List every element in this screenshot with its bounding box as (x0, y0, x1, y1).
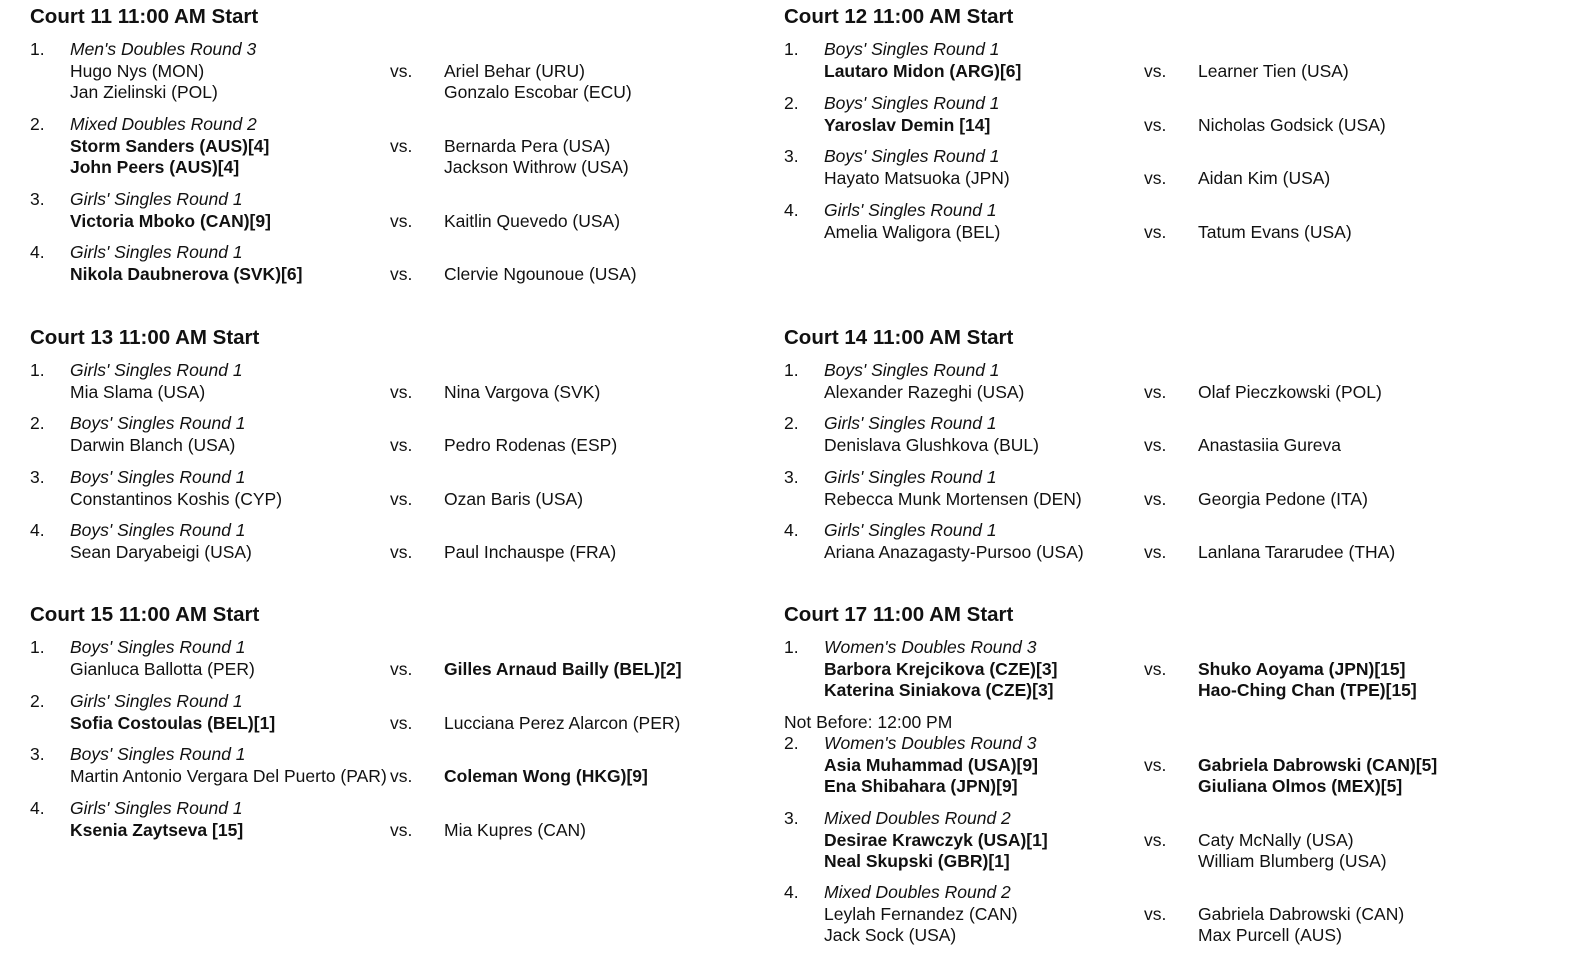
player-name: Ena Shibahara (JPN)[9] (824, 776, 1018, 796)
left-team (824, 659, 1057, 702)
player-name: Bernarda Pera (USA) (444, 135, 611, 156)
match-number: 2. (30, 413, 45, 433)
versus-label: vs. (1144, 541, 1167, 562)
player-name: Darwin Blanch (USA) (70, 434, 236, 455)
left-team (824, 382, 1024, 404)
left-team (70, 542, 252, 564)
player-name: Sofia Costoulas (BEL)[1] (70, 712, 276, 733)
player-name: Ozan Baris (USA) (444, 488, 584, 509)
versus-label: vs. (390, 263, 413, 284)
right-team (1198, 755, 1437, 798)
right-team (1198, 830, 1387, 873)
player-name: Coleman Wong (HKG)[9] (444, 765, 648, 786)
match-number: 4. (30, 242, 45, 262)
match-round: Girls' Singles Round 1 (824, 467, 997, 487)
right-team (1198, 115, 1386, 137)
left-team (70, 382, 205, 404)
right-team (444, 766, 648, 788)
match-number: 3. (784, 808, 799, 828)
player-name: Olaf Pieczkowski (POL) (1198, 381, 1382, 402)
match-round: Boys' Singles Round 1 (70, 744, 246, 764)
versus-label: vs. (390, 488, 413, 509)
right-team (1198, 168, 1330, 190)
match-number: 1. (30, 637, 45, 657)
match-number: 4. (30, 520, 45, 540)
right-team (444, 264, 637, 286)
player-name: Jackson Withrow (USA) (444, 157, 629, 177)
left-team (824, 435, 1039, 457)
match-round: Girls' Singles Round 1 (70, 242, 243, 262)
right-team (1198, 382, 1382, 404)
match-round: Girls' Singles Round 1 (824, 413, 997, 433)
left-team (824, 904, 1018, 947)
versus-label: vs. (1144, 221, 1167, 242)
player-name: Leylah Fernandez (CAN) (824, 903, 1018, 924)
player-name: Paul Inchauspe (FRA) (444, 541, 617, 562)
court-title: Court 17 11:00 AM Start (784, 603, 1014, 626)
match-number: 1. (30, 39, 45, 59)
right-team (444, 659, 682, 681)
right-team (1198, 659, 1417, 702)
player-name: Nicholas Godsick (USA) (1198, 114, 1386, 135)
player-name: Mia Slama (USA) (70, 381, 206, 402)
right-team (444, 820, 586, 842)
right-team (444, 382, 600, 404)
versus-label: vs. (1144, 903, 1167, 924)
player-name: Barbora Krejcikova (CZE)[3] (824, 658, 1058, 679)
match-round: Women's Doubles Round 3 (824, 637, 1037, 657)
player-name: Gabriela Dabrowski (CAN)[5] (1198, 754, 1438, 775)
match-number: 1. (784, 39, 799, 59)
player-name: Hugo Nys (MON) (70, 60, 205, 81)
match-round: Men's Doubles Round 3 (70, 39, 257, 59)
player-name: Nikola Daubnerova (SVK)[6] (70, 263, 303, 284)
player-name: John Peers (AUS)[4] (70, 157, 240, 177)
right-team (1198, 489, 1368, 511)
player-name: Mia Kupres (CAN) (444, 819, 586, 840)
player-name: Denislava Glushkova (BUL) (824, 434, 1039, 455)
player-name: Rebecca Munk Mortensen (DEN) (824, 488, 1082, 509)
match-number: 1. (784, 637, 799, 657)
player-name: Jack Sock (USA) (824, 925, 957, 945)
versus-label: vs. (1144, 658, 1167, 679)
match-round: Girls' Singles Round 1 (70, 189, 243, 209)
player-name: Tatum Evans (USA) (1198, 221, 1352, 242)
match-number: 4. (30, 798, 45, 818)
match-round: Women's Doubles Round 3 (824, 733, 1037, 753)
versus-label: vs. (1144, 488, 1167, 509)
match-number: 3. (784, 146, 799, 166)
player-name: Giuliana Olmos (MEX)[5] (1198, 776, 1403, 796)
player-name: Anastasiia Gureva (1198, 434, 1341, 455)
player-name: Max Purcell (AUS) (1198, 925, 1342, 945)
left-team (70, 766, 387, 788)
match-number: 4. (784, 200, 799, 220)
left-team (70, 435, 235, 457)
left-team (824, 115, 990, 137)
versus-label: vs. (1144, 60, 1167, 81)
left-team (70, 820, 243, 842)
match-round: Girls' Singles Round 1 (824, 200, 997, 220)
player-name: Georgia Pedone (ITA) (1198, 488, 1368, 509)
player-name: Storm Sanders (AUS)[4] (70, 135, 270, 156)
player-name: Victoria Mboko (CAN)[9] (70, 210, 271, 231)
match-number: 2. (30, 114, 45, 134)
player-name: Alexander Razeghi (USA) (824, 381, 1025, 402)
left-team (70, 264, 302, 286)
player-name: Gilles Arnaud Bailly (BEL)[2] (444, 658, 682, 679)
versus-label: vs. (390, 819, 413, 840)
player-name: Aidan Kim (USA) (1198, 167, 1331, 188)
match-number: 3. (784, 467, 799, 487)
match-number: 3. (30, 467, 45, 487)
match-round: Boys' Singles Round 1 (70, 637, 246, 657)
right-team (444, 211, 620, 233)
player-name: Hao-Ching Chan (TPE)[15] (1198, 680, 1417, 700)
match-number: 3. (30, 189, 45, 209)
left-team (70, 61, 218, 104)
player-name: Pedro Rodenas (ESP) (444, 434, 618, 455)
player-name: Caty McNally (USA) (1198, 829, 1354, 850)
left-team (70, 659, 255, 681)
right-team (1198, 435, 1341, 457)
player-name: Clervie Ngounoue (USA) (444, 263, 637, 284)
versus-label: vs. (1144, 167, 1167, 188)
player-name: Gonzalo Escobar (ECU) (444, 82, 632, 102)
player-name: Jan Zielinski (POL) (70, 82, 218, 102)
right-team (444, 713, 680, 735)
left-team (70, 136, 269, 179)
player-name: Desirae Krawczyk (USA)[1] (824, 829, 1048, 850)
court-title: Court 14 11:00 AM Start (784, 326, 1014, 349)
court-title: Court 12 11:00 AM Start (784, 5, 1014, 28)
match-round: Boys' Singles Round 1 (824, 39, 1000, 59)
left-team (824, 542, 1084, 564)
player-name: Katerina Siniakova (CZE)[3] (824, 680, 1054, 700)
court-title: Court 13 11:00 AM Start (30, 326, 260, 349)
left-team (70, 713, 275, 735)
left-team (824, 168, 1010, 190)
match-number: 2. (784, 733, 799, 753)
player-name: Shuko Aoyama (JPN)[15] (1198, 658, 1406, 679)
match-number: 4. (784, 520, 799, 540)
player-name: Lautaro Midon (ARG)[6] (824, 60, 1022, 81)
match-round: Girls' Singles Round 1 (70, 360, 243, 380)
player-name: Amelia Waligora (BEL) (824, 221, 1001, 242)
player-name: Learner Tien (USA) (1198, 60, 1349, 81)
player-name: William Blumberg (USA) (1198, 851, 1387, 871)
player-name: Gabriela Dabrowski (CAN) (1198, 903, 1405, 924)
match-round: Girls' Singles Round 1 (70, 691, 243, 711)
match-round: Mixed Doubles Round 2 (824, 882, 1011, 902)
match-round: Boys' Singles Round 1 (70, 413, 246, 433)
versus-label: vs. (1144, 829, 1167, 850)
player-name: Ariel Behar (URU) (444, 60, 585, 81)
player-name: Asia Muhammad (USA)[9] (824, 754, 1038, 775)
player-name: Constantinos Koshis (CYP) (70, 488, 283, 509)
match-number: 2. (784, 93, 799, 113)
right-team (444, 435, 617, 457)
player-name: Nina Vargova (SVK) (444, 381, 601, 402)
match-number: 1. (30, 360, 45, 380)
versus-label: vs. (1144, 434, 1167, 455)
match-round: Girls' Singles Round 1 (70, 798, 243, 818)
right-team (1198, 61, 1349, 83)
left-team (824, 830, 1048, 873)
right-team (444, 61, 632, 104)
versus-label: vs. (390, 434, 413, 455)
player-name: Kaitlin Quevedo (USA) (444, 210, 621, 231)
player-name: Martin Antonio Vergara Del Puerto (PAR) (70, 765, 387, 786)
not-before-note: Not Before: 12:00 PM (784, 712, 953, 732)
match-number: 4. (784, 882, 799, 902)
left-team (824, 222, 1000, 244)
player-name: Ariana Anazagasty-Pursoo (USA) (824, 541, 1084, 562)
match-round: Boys' Singles Round 1 (824, 93, 1000, 113)
left-team (824, 61, 1021, 83)
versus-label: vs. (1144, 381, 1167, 402)
left-team (824, 489, 1082, 511)
player-name: Yaroslav Demin [14] (824, 114, 991, 135)
versus-label: vs. (390, 765, 413, 786)
right-team (1198, 542, 1395, 564)
match-number: 3. (30, 744, 45, 764)
right-team (1198, 904, 1404, 947)
match-round: Mixed Doubles Round 2 (70, 114, 257, 134)
versus-label: vs. (390, 210, 413, 231)
player-name: Hayato Matsuoka (JPN) (824, 167, 1010, 188)
player-name: Lanlana Tararudee (THA) (1198, 541, 1396, 562)
player-name: Lucciana Perez Alarcon (PER) (444, 712, 681, 733)
versus-label: vs. (390, 381, 413, 402)
right-team (444, 489, 583, 511)
right-team (1198, 222, 1352, 244)
left-team (824, 755, 1038, 798)
match-round: Girls' Singles Round 1 (824, 520, 997, 540)
right-team (444, 542, 616, 564)
court-title: Court 11 11:00 AM Start (30, 5, 259, 28)
versus-label: vs. (390, 135, 413, 156)
right-team (444, 136, 629, 179)
match-number: 1. (784, 360, 799, 380)
court-title: Court 15 11:00 AM Start (30, 603, 260, 626)
player-name: Sean Daryabeigi (USA) (70, 541, 252, 562)
versus-label: vs. (390, 541, 413, 562)
match-round: Boys' Singles Round 1 (70, 520, 246, 540)
match-number: 2. (30, 691, 45, 711)
match-number: 2. (784, 413, 799, 433)
player-name: Ksenia Zaytseva [15] (70, 819, 244, 840)
left-team (70, 489, 282, 511)
player-name: Neal Skupski (GBR)[1] (824, 851, 1010, 871)
match-round: Mixed Doubles Round 2 (824, 808, 1011, 828)
versus-label: vs. (390, 60, 413, 81)
player-name: Gianluca Ballotta (PER) (70, 658, 255, 679)
versus-label: vs. (390, 712, 413, 733)
versus-label: vs. (1144, 754, 1167, 775)
match-round: Boys' Singles Round 1 (824, 146, 1000, 166)
left-team (70, 211, 271, 233)
match-round: Boys' Singles Round 1 (824, 360, 1000, 380)
versus-label: vs. (390, 658, 413, 679)
versus-label: vs. (1144, 114, 1167, 135)
match-round: Boys' Singles Round 1 (70, 467, 246, 487)
